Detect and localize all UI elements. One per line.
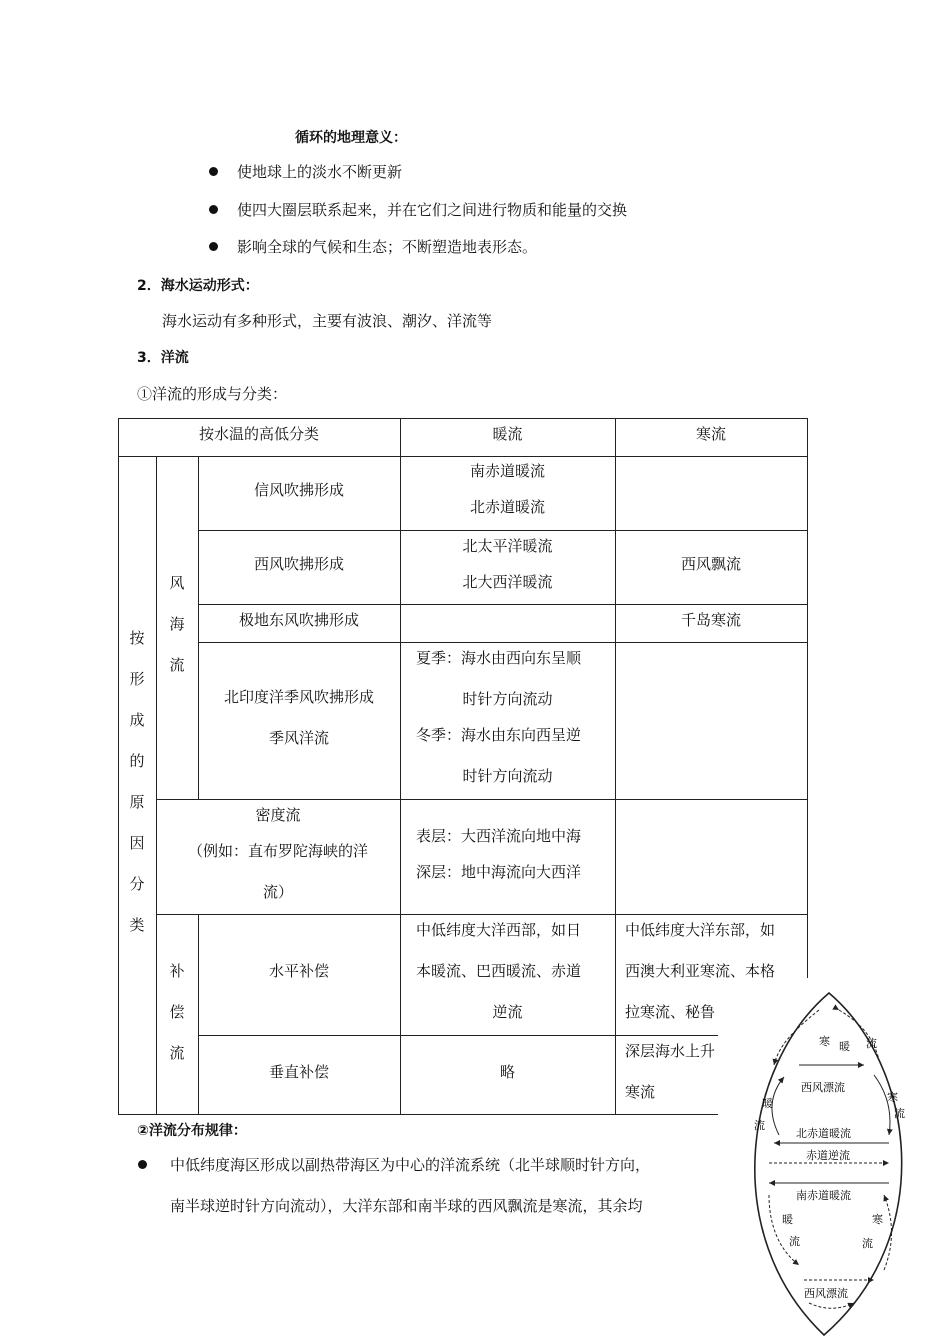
outer-label-char: 按 xyxy=(129,629,145,647)
header-classify: 按水温的高低分类 xyxy=(198,425,319,443)
cause-cell: 信风吹拂形成 xyxy=(253,481,344,499)
warm-cell: 中低纬度大洋西部，如日 xyxy=(416,921,582,939)
comp-label-char: 补 xyxy=(169,962,185,980)
bullet-text: 使四大圈层联系起来，并在它们之间进行物质和能量的交换 xyxy=(237,201,628,219)
cause-cell: 流） xyxy=(262,883,293,901)
cause-cell: 北印度洋季风吹拂形成 xyxy=(223,688,374,706)
diagram-label: 暖 xyxy=(839,1040,850,1053)
outer-label-char: 因 xyxy=(129,834,145,852)
diagram-label: 北赤道暖流 xyxy=(796,1127,851,1140)
outer-label-char: 原 xyxy=(129,793,145,811)
header-cold: 寒流 xyxy=(695,425,726,443)
cold-cell: 西风飘流 xyxy=(680,555,741,573)
outer-label-char: 分 xyxy=(129,875,145,893)
cold-cell: 中低纬度大洋东部，如 xyxy=(625,921,776,939)
warm-cell: 深层：地中海流向大西洋 xyxy=(416,863,582,881)
diagram-label: 寒 xyxy=(887,1091,898,1104)
warm-cell: 北太平洋暖流 xyxy=(462,537,553,555)
diagram-label: 暖 xyxy=(762,1097,773,1110)
section-heading: 循环的地理意义： xyxy=(295,130,407,146)
cold-cell: 拉寒流、秘鲁 xyxy=(625,1003,716,1021)
subsection-heading: ②洋流分布规律： xyxy=(137,1123,247,1139)
diagram-label: 南赤道暖流 xyxy=(796,1189,851,1202)
diagram-label: 流 xyxy=(866,1037,877,1050)
diagram-label: 流 xyxy=(862,1237,873,1250)
warm-cell: 本暖流、巴西暖流、赤道 xyxy=(416,962,582,980)
cold-cell: 寒流 xyxy=(625,1083,656,1101)
cause-cell: （例如：直布罗陀海峡的洋 xyxy=(187,842,368,860)
warm-cell: 冬季：海水由东向西呈逆 xyxy=(416,726,582,744)
diagram-label: 暖 xyxy=(782,1213,793,1226)
bullet-icon xyxy=(209,167,218,176)
subsection-heading: ①洋流的形成与分类： xyxy=(137,385,288,403)
comp-label-char: 流 xyxy=(169,1044,185,1062)
diagram-label: 寒 xyxy=(819,1035,830,1048)
wind-label-char: 流 xyxy=(169,656,185,674)
cold-cell: 千岛寒流 xyxy=(680,611,741,629)
bullet-text: 影响全球的气候和生态；不断塑造地表形态。 xyxy=(237,238,538,256)
cause-cell: 密度流 xyxy=(255,806,301,824)
warm-cell: 略 xyxy=(499,1063,515,1081)
diagram-label: 流 xyxy=(789,1235,800,1248)
cause-cell: 极地东风吹拂形成 xyxy=(238,611,359,629)
outer-label-char: 形 xyxy=(129,670,145,688)
diagram-label: 流 xyxy=(754,1119,765,1132)
cause-cell: 水平补偿 xyxy=(268,962,329,980)
diagram-label: 西风漂流 xyxy=(801,1081,845,1094)
cause-cell: 垂直补偿 xyxy=(268,1063,329,1081)
bullet-text: 使地球上的淡水不断更新 xyxy=(237,163,403,181)
outer-label-char: 类 xyxy=(129,916,145,934)
comp-label-char: 偿 xyxy=(169,1003,185,1021)
warm-cell: 时针方向流动 xyxy=(462,690,553,708)
wind-label-char: 风 xyxy=(169,574,185,592)
ocean-current-diagram xyxy=(724,985,934,1340)
cause-cell: 季风洋流 xyxy=(268,729,329,747)
outer-label-char: 的 xyxy=(129,752,145,770)
diagram-label: 赤道逆流 xyxy=(806,1149,850,1162)
warm-cell: 时针方向流动 xyxy=(462,767,553,785)
warm-cell: 南赤道暖流 xyxy=(469,462,545,480)
bullet-text: 南半球逆时针方向流动），大洋东部和南半球的西风飘流是寒流，其余均 xyxy=(170,1197,643,1215)
warm-cell: 表层：大西洋流向地中海 xyxy=(416,827,582,845)
warm-cell: 逆流 xyxy=(492,1003,523,1021)
bullet-icon xyxy=(209,242,218,251)
diagram-label: 流 xyxy=(894,1107,905,1120)
cold-cell: 西澳大利亚寒流、本格 xyxy=(625,962,776,980)
wind-label-char: 海 xyxy=(169,615,185,633)
outer-label-char: 成 xyxy=(129,711,145,729)
cold-cell: 深层海水上升 xyxy=(625,1042,716,1060)
diagram-label: 西风漂流 xyxy=(804,1287,848,1300)
section-heading: 2．海水运动形式： xyxy=(137,278,259,294)
header-warm: 暖流 xyxy=(492,425,523,443)
bullet-icon xyxy=(209,205,218,214)
diagram-label: 寒 xyxy=(872,1213,883,1226)
bullet-text: 中低纬度海区形成以副热带海区为中心的洋流系统（北半球顺时针方向， xyxy=(170,1156,651,1174)
warm-cell: 北大西洋暖流 xyxy=(462,573,553,591)
warm-cell: 北赤道暖流 xyxy=(469,498,545,516)
section-heading: 3．洋流 xyxy=(137,350,189,366)
bullet-icon xyxy=(138,1160,147,1169)
paragraph: 海水运动有多种形式，主要有波浪、潮汐、洋流等 xyxy=(162,312,493,330)
cause-cell: 西风吹拂形成 xyxy=(253,555,344,573)
warm-cell: 夏季：海水由西向东呈顺 xyxy=(416,649,582,667)
